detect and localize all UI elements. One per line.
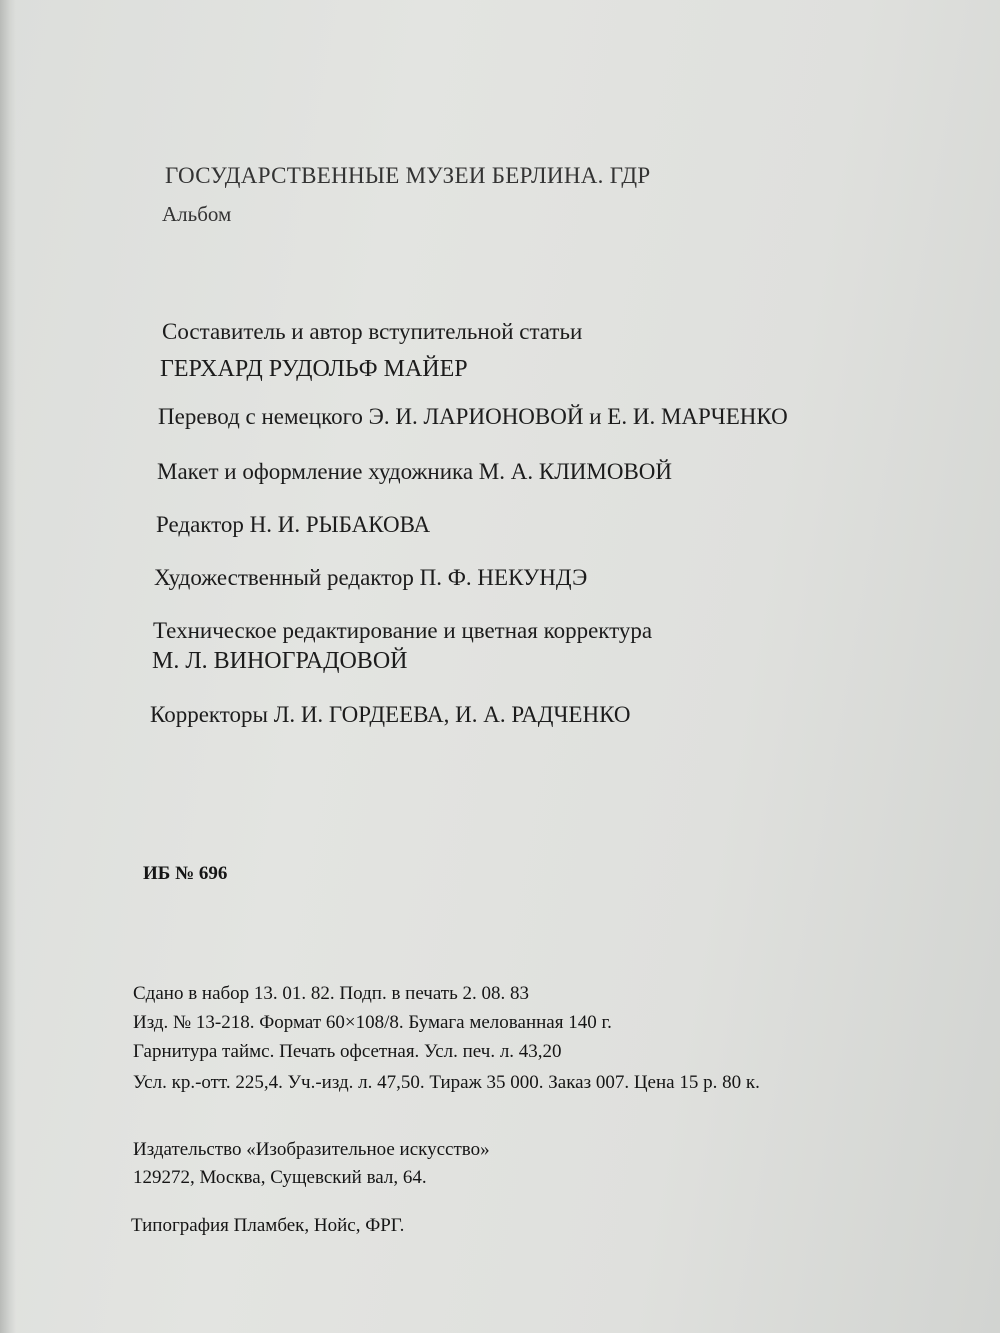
imprint-line-3: Гарнитура таймс. Печать офсетная. Усл. печ. л. 43,20 <box>133 1041 562 1062</box>
publisher-name: Издательство «Изобразительное искусство» <box>133 1139 490 1160</box>
imprint-line-2: Изд. № 13-218. Формат 60×108/8. Бумага мелованная 140 г. <box>133 1012 612 1033</box>
credit-layout-designer: Макет и оформление художника М. А. КЛИМОВОЙ <box>157 459 673 484</box>
ib-number: ИБ № 696 <box>143 863 228 884</box>
credit-compiler-role: Составитель и автор вступительной статьи <box>162 319 583 344</box>
credit-technical-editing-name: М. Л. ВИНОГРАДОВОЙ <box>152 648 408 674</box>
printer: Типография Пламбек, Нойс, ФРГ. <box>131 1215 405 1236</box>
book-title: ГОСУДАРСТВЕННЫЕ МУЗЕИ БЕРЛИНА. ГДР <box>165 163 651 188</box>
imprint-line-4: Усл. кр.-отт. 225,4. Уч.-изд. л. 47,50. Тираж 35 000. Заказ 007. Цена 15 р. 80 к. <box>133 1072 760 1093</box>
credit-proofreaders: Корректоры Л. И. ГОРДЕЕВА, И. А. РАДЧЕНКО <box>150 702 631 727</box>
book-subtitle: Альбом <box>162 202 232 226</box>
page-edge-shadow <box>0 0 16 1333</box>
credit-compiler-name: ГЕРХАРД РУДОЛЬФ МАЙЕР <box>160 356 468 382</box>
credit-editor: Редактор Н. И. РЫБАКОВА <box>156 512 431 537</box>
credit-technical-editing-role: Техническое редактирование и цветная корректура <box>153 618 653 643</box>
publisher-address: 129272, Москва, Сущевский вал, 64. <box>133 1167 427 1188</box>
credit-art-editor: Художественный редактор П. Ф. НЕКУНДЭ <box>154 565 588 590</box>
credit-translators: Перевод с немецкого Э. И. ЛАРИОНОВОЙ и Е. И. МАРЧЕНКО <box>158 404 788 429</box>
imprint-line-1: Сдано в набор 13. 01. 82. Подп. в печать 2. 08. 83 <box>133 983 530 1004</box>
